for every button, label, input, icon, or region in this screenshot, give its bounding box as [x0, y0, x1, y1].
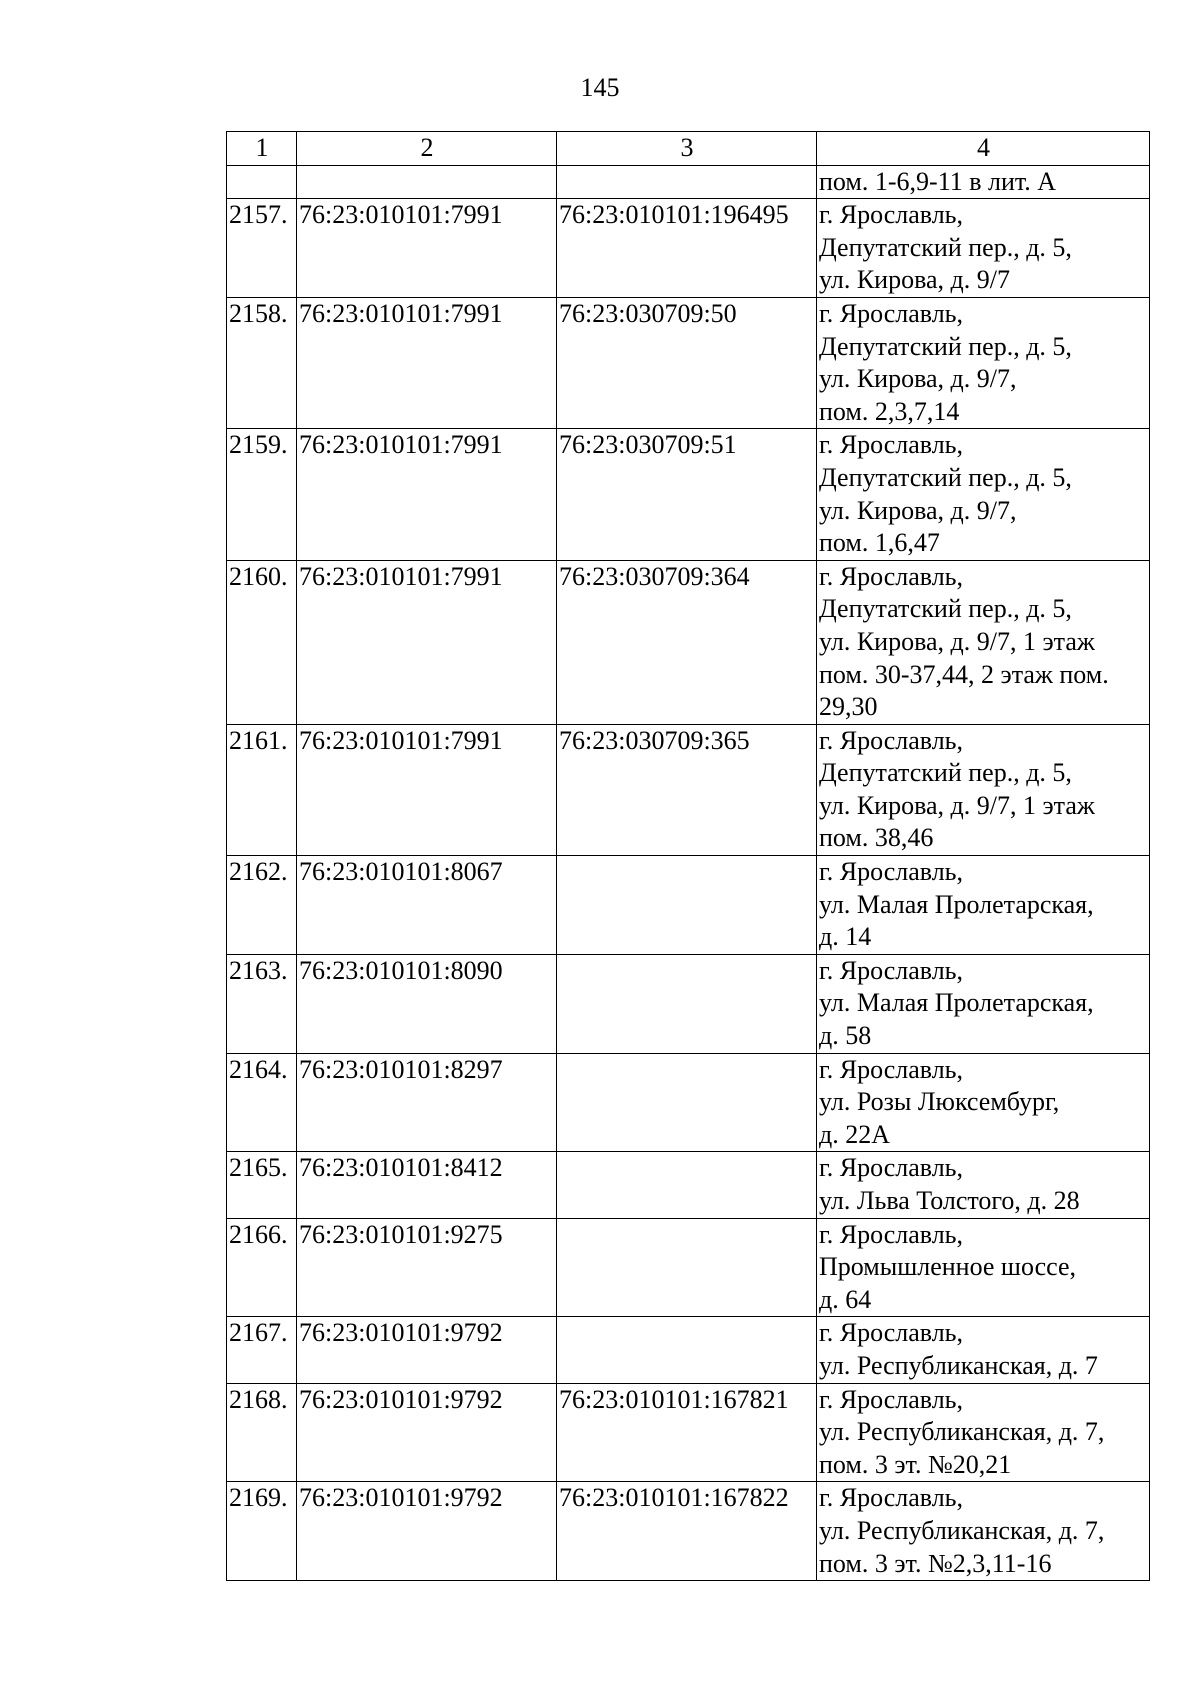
related-cadastral-number-cell: 76:23:010101:196495 — [557, 199, 817, 298]
related-cadastral-number-cell — [557, 165, 817, 199]
related-cadastral-number-cell: 76:23:030709:365 — [557, 724, 817, 855]
table-row — [227, 297, 1150, 428]
cadastral-number-cell: 76:23:010101:9275 — [297, 1218, 557, 1317]
cadastral-number-cell: 76:23:010101:8067 — [297, 856, 557, 955]
address-cell: г. Ярославль, Депутатский пер., д. 5, ул. Кирова, д. 9/7, пом. 1,6,47 — [817, 429, 1150, 560]
row-number-cell: 2161. — [227, 724, 297, 855]
table-row — [227, 724, 1150, 855]
address-cell: г. Ярославль, Депутатский пер., д. 5, ул. Кирова, д. 9/7, пом. 2,3,7,14 — [817, 297, 1150, 428]
cadastral-number-cell: 76:23:010101:7991 — [297, 724, 557, 855]
table-row — [227, 1152, 1150, 1218]
address-cell: г. Ярославль, ул. Розы Люксембург, д. 22А — [817, 1053, 1150, 1152]
row-number-cell: 2164. — [227, 1053, 297, 1152]
cadastral-number-cell: 76:23:010101:9792 — [297, 1383, 557, 1482]
table-body — [227, 132, 1150, 1581]
address-cell: г. Ярославль, Промышленное шоссе, д. 64 — [817, 1218, 1150, 1317]
cadastral-number-cell: 76:23:010101:8090 — [297, 954, 557, 1053]
row-number-cell: 2168. — [227, 1383, 297, 1482]
address-cell: г. Ярославль, ул. Льва Толстого, д. 28 — [817, 1152, 1150, 1218]
table-row — [227, 560, 1150, 724]
row-number-cell: 2160. — [227, 560, 297, 724]
row-number-cell: 2166. — [227, 1218, 297, 1317]
table-row — [227, 165, 1150, 199]
table-row — [227, 1053, 1150, 1152]
table-header-row — [227, 132, 1150, 166]
row-number-cell: 2165. — [227, 1152, 297, 1218]
cadastral-number-cell: 76:23:010101:7991 — [297, 297, 557, 428]
related-cadastral-number-cell — [557, 1053, 817, 1152]
address-cell: г. Ярославль, ул. Республиканская, д. 7, пом. 3 эт. №20,21 — [817, 1383, 1150, 1482]
related-cadastral-number-cell: 76:23:030709:51 — [557, 429, 817, 560]
address-cell: г. Ярославль, ул. Республиканская, д. 7 — [817, 1317, 1150, 1383]
related-cadastral-number-cell: 76:23:030709:364 — [557, 560, 817, 724]
row-number-cell: 2169. — [227, 1482, 297, 1581]
header-cell: 4 — [817, 132, 1150, 166]
address-cell: г. Ярославль, ул. Малая Пролетарская, д. 58 — [817, 954, 1150, 1053]
header-cell: 3 — [557, 132, 817, 166]
cadastral-number-cell: 76:23:010101:7991 — [297, 429, 557, 560]
related-cadastral-number-cell: 76:23:010101:167822 — [557, 1482, 817, 1581]
related-cadastral-number-cell — [557, 1317, 817, 1383]
cadastral-number-cell: 76:23:010101:8412 — [297, 1152, 557, 1218]
table-row — [227, 199, 1150, 298]
table-row — [227, 954, 1150, 1053]
address-cell: пом. 1-6,9-11 в лит. А — [817, 165, 1150, 199]
table-row — [227, 429, 1150, 560]
row-number-cell: 2162. — [227, 856, 297, 955]
table-row — [227, 1317, 1150, 1383]
related-cadastral-number-cell: 76:23:010101:167821 — [557, 1383, 817, 1482]
row-number-cell: 2158. — [227, 297, 297, 428]
related-cadastral-number-cell — [557, 1218, 817, 1317]
header-cell: 2 — [297, 132, 557, 166]
table-row — [227, 1383, 1150, 1482]
table-row — [227, 1218, 1150, 1317]
table-row — [227, 856, 1150, 955]
table-row — [227, 1482, 1150, 1581]
page-number: 145 — [580, 73, 620, 102]
related-cadastral-number-cell — [557, 954, 817, 1053]
header-cell: 1 — [227, 132, 297, 166]
cadastral-number-cell: 76:23:010101:7991 — [297, 560, 557, 724]
row-number-cell — [227, 165, 297, 199]
cadastral-number-cell: 76:23:010101:9792 — [297, 1482, 557, 1581]
address-cell: г. Ярославль, ул. Малая Пролетарская, д. 14 — [817, 856, 1150, 955]
row-number-cell: 2157. — [227, 199, 297, 298]
row-number-cell: 2163. — [227, 954, 297, 1053]
address-cell: г. Ярославль, Депутатский пер., д. 5, ул. Кирова, д. 9/7, 1 этаж пом. 30-37,44, 2 этаж пом. 29,30 — [817, 560, 1150, 724]
cadastral-number-cell: 76:23:010101:8297 — [297, 1053, 557, 1152]
address-cell: г. Ярославль, Депутатский пер., д. 5, ул. Кирова, д. 9/7 — [817, 199, 1150, 298]
cadastral-number-cell — [297, 165, 557, 199]
property-table — [226, 131, 1150, 1581]
related-cadastral-number-cell — [557, 1152, 817, 1218]
cadastral-number-cell: 76:23:010101:7991 — [297, 199, 557, 298]
row-number-cell: 2159. — [227, 429, 297, 560]
related-cadastral-number-cell: 76:23:030709:50 — [557, 297, 817, 428]
row-number-cell: 2167. — [227, 1317, 297, 1383]
cadastral-number-cell: 76:23:010101:9792 — [297, 1317, 557, 1383]
related-cadastral-number-cell — [557, 856, 817, 955]
address-cell: г. Ярославль, Депутатский пер., д. 5, ул. Кирова, д. 9/7, 1 этаж пом. 38,46 — [817, 724, 1150, 855]
address-cell: г. Ярославль, ул. Республиканская, д. 7, пом. 3 эт. №2,3,11-16 — [817, 1482, 1150, 1581]
